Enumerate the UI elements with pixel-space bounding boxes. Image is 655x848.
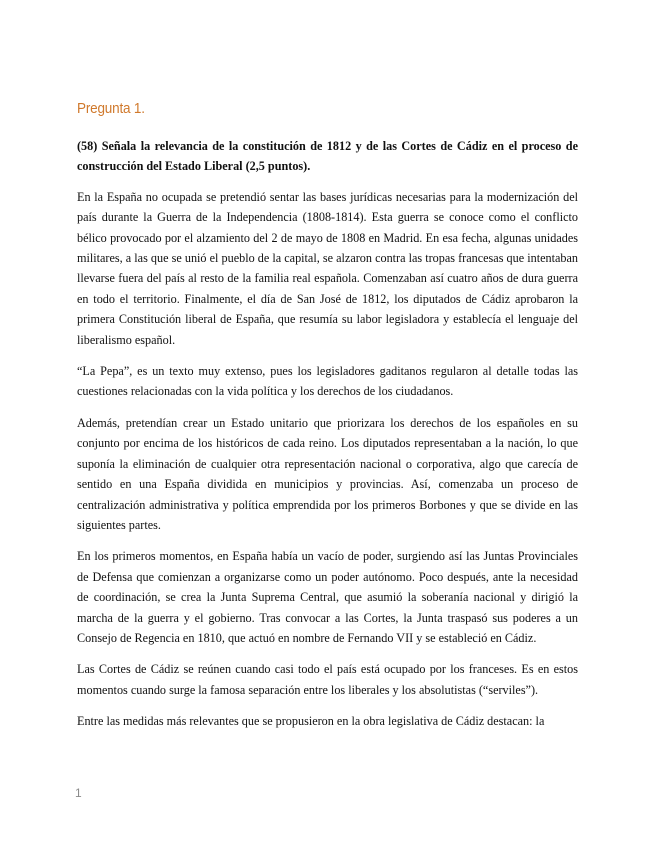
paragraph-2: “La Pepa”, es un texto muy extenso, pues los legisladores gaditanos regularon al detalle todas las cuestiones relacionadas con la vida política y los derechos de los ciudadanos.	[77, 364, 578, 399]
page-number: 1	[75, 786, 82, 800]
document-body	[77, 136, 578, 743]
paragraph-5: Las Cortes de Cádiz se reúnen cuando casi todo el país está ocupado por los franceses. Es en estos momentos cuando surge la famosa separación entre los liberales y los absolutistas (“serviles”).	[77, 662, 578, 697]
paragraph-3: Además, pretendían crear un Estado unitario que priorizara los derechos de los españoles en su conjunto por encima de los históricos de cada reino. Los diputados representaban a la nación, lo que suponía la eliminación de cualquier otra representación nacional o corporativa, algo que carecía de sentido en una España dividida en municipios y provincias. Así, comenzaba un proceso de centralización administrativa y política emprendida por los primeros Borbones y que se divide en las siguientes partes.	[77, 415, 578, 532]
paragraph-1: En la España no ocupada se pretendió sentar las bases jurídicas necesarias para la modernización del país durante la Guerra de la Independencia (1808-1814). Esta guerra se conoce como el conflicto bélico provocado por el alzamiento del 2 de mayo de 1808 en Madrid. En esa fecha, algunas unidades militares, a las que se unió el pueblo de la capital, se alzaron contra las tropas francesas que intentaban llevarse fuera del país al resto de la familia real española. Comenzaban así cuatro años de dura guerra en todo el territorio. Finalmente, el día de San José de 1812, los diputados de Cádiz aprobaron la primera Constitución liberal de España, que resumía su labor legisladora y establecía el lenguaje del liberalismo español.	[77, 189, 578, 347]
paragraph-4: En los primeros momentos, en España había un vacío de poder, surgiendo así las Juntas Provinciales de Defensa que comienzan a organizarse como un poder autónomo. Poco después, ante la necesidad de coordinación, se crea la Junta Suprema Central, que asumió la soberanía nacional y dirigió la marcha de la guerra y el gobierno. Tras convocar a las Cortes, la Junta traspasó sus poderes a un Consejo de Regencia en 1810, que actuó en nombre de Fernando VII y se estableció en Cádiz.	[77, 549, 578, 645]
paragraph-6: Entre las medidas más relevantes que se propusieron en la obra legislativa de Cádiz destacan: la	[77, 714, 545, 729]
question-text: (58) Señala la relevancia de la constitución de 1812 y de las Cortes de Cádiz en el proceso de construcción del Estado Liberal (2,5 puntos).	[77, 139, 578, 174]
section-heading: Pregunta 1.	[77, 100, 145, 117]
